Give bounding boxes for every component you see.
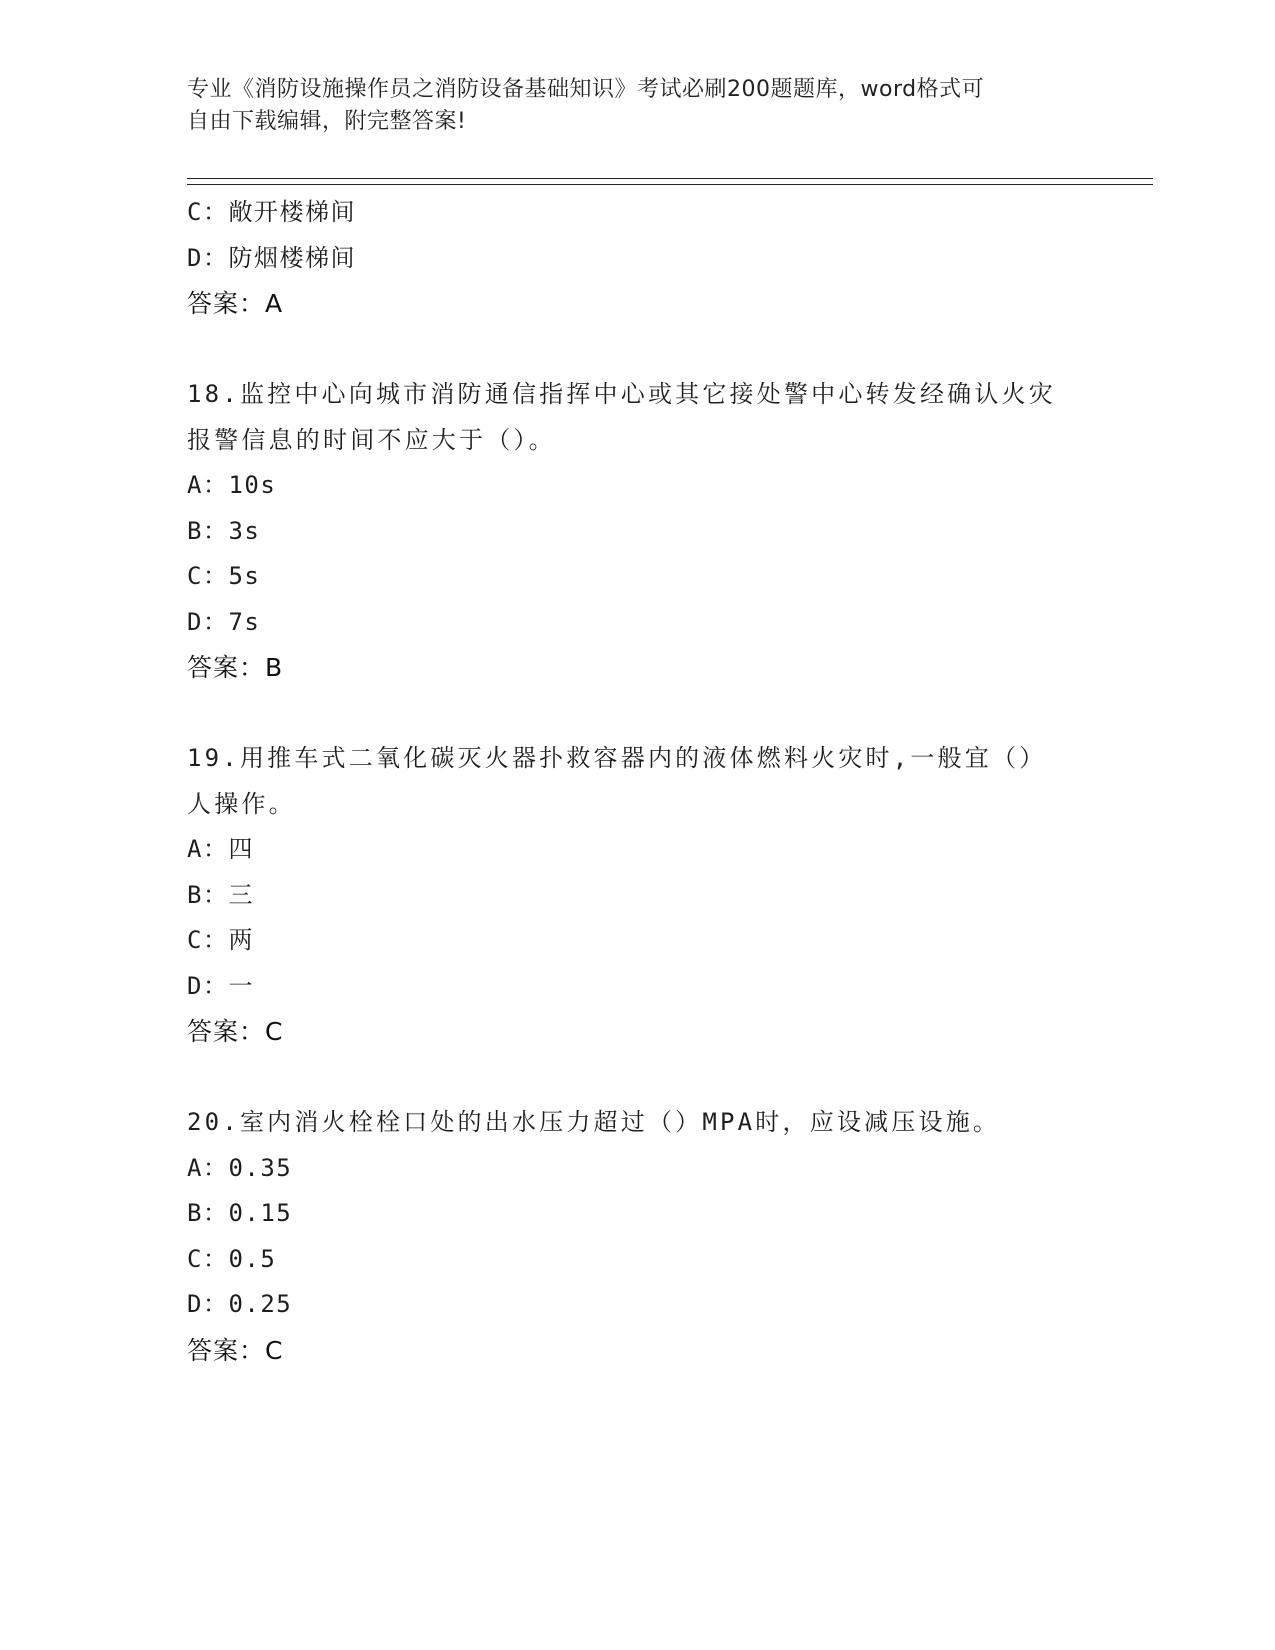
option-letter: A: [187, 835, 203, 863]
option-letter: D: [187, 1290, 203, 1318]
answer-line: 答案：A: [187, 289, 284, 318]
question-18: [187, 372, 1087, 691]
option-text: 7s: [228, 607, 261, 636]
option-c: C：两: [187, 926, 254, 954]
header-line-1: 专业《消防设施操作员之消防设备基础知识》考试必刷200题题库，word格式可: [187, 77, 985, 102]
spacer: [187, 327, 1087, 373]
question-text: 18.监控中心向城市消防通信指挥中心或其它接处警中心转发经确认火灾报警信息的时间不应大于（）。: [187, 380, 1056, 454]
option-letter: C: [187, 198, 203, 226]
answer-line: 答案：B: [187, 653, 284, 682]
option-letter: A: [187, 471, 203, 499]
question-19: [187, 736, 1087, 1055]
header-line-2: 自由下载编辑，附完整答案!: [187, 109, 467, 134]
option-letter: D: [187, 243, 203, 272]
question-text: 19.用推车式二氧化碳灭火器扑救容器内的液体燃料火灾时,一般宜（）人操作。: [187, 744, 1047, 818]
option-text: 三: [228, 880, 254, 909]
option-text: 两: [228, 926, 254, 954]
option-d: D：一: [187, 971, 254, 1000]
option-d: D：0.25: [187, 1290, 293, 1318]
header-divider: [187, 178, 1153, 185]
option-text: 敞开楼梯间: [228, 198, 356, 226]
question-text: 20.室内消火栓栓口处的出水压力超过（）MPA时，应设减压设施。: [187, 1108, 1001, 1136]
option-text: 0.25: [228, 1290, 293, 1318]
question-list: [187, 190, 1087, 1373]
option-c: C：5s: [187, 562, 261, 590]
option-letter: D: [187, 607, 203, 636]
option-text: 0.15: [228, 1199, 293, 1227]
option-text: 3s: [228, 516, 261, 545]
option-letter: B: [187, 1199, 203, 1227]
document-header: [187, 74, 1067, 138]
question-20: [187, 1100, 1087, 1373]
option-text: 一: [228, 971, 254, 1000]
option-a: A：0.35: [187, 1153, 293, 1182]
option-a: A：10s: [187, 471, 277, 499]
option-b: B：3s: [187, 516, 261, 545]
option-c: C：敞开楼梯间: [187, 198, 356, 226]
option-b: B：0.15: [187, 1199, 293, 1227]
option-letter: C: [187, 562, 203, 590]
option-letter: C: [187, 1244, 203, 1273]
option-letter: B: [187, 516, 203, 545]
option-letter: D: [187, 971, 203, 1000]
spacer: [187, 1055, 1087, 1101]
option-d: D：防烟楼梯间: [187, 243, 356, 272]
spacer: [187, 691, 1087, 737]
option-letter: A: [187, 1153, 203, 1182]
option-text: 0.35: [228, 1153, 293, 1182]
question-17-tail: [187, 190, 1087, 327]
option-a: A：四: [187, 835, 254, 863]
option-d: D：7s: [187, 607, 261, 636]
option-c: C：0.5: [187, 1244, 277, 1273]
option-b: B：三: [187, 880, 254, 909]
answer-line: 答案：C: [187, 1017, 284, 1046]
answer-line: 答案：C: [187, 1335, 284, 1365]
option-letter: C: [187, 926, 203, 954]
option-text: 防烟楼梯间: [228, 243, 356, 272]
option-text: 0.5: [228, 1244, 277, 1273]
option-text: 10s: [228, 471, 277, 499]
option-text: 5s: [228, 562, 261, 590]
option-letter: B: [187, 880, 203, 909]
option-text: 四: [228, 835, 254, 863]
